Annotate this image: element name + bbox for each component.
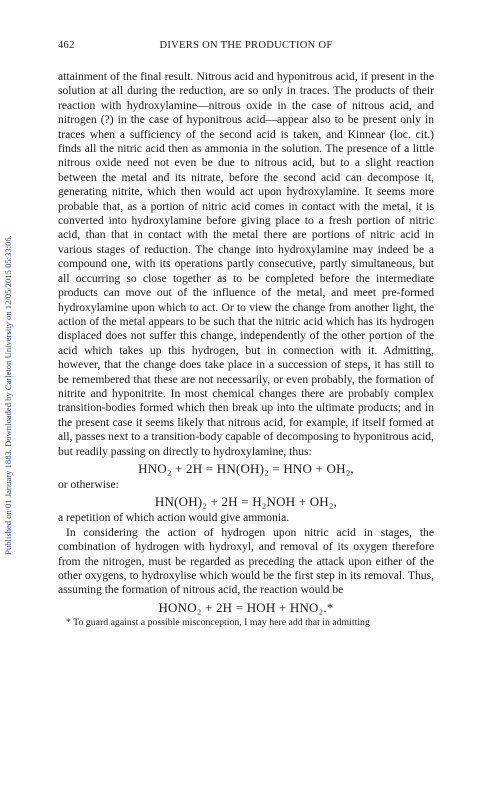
running-header [58,40,434,56]
equation-1: HNO₂ + 2H = HN(OH)₂ = HNO + OH₂, [138,460,354,476]
paragraph-2: In considering the action of hydrogen upon nitric acid in stages, the combination of hydrogen with hydroxyl, and removal of its oxygen therefore from the nitrogen, must be regarded as preceding the attack upon either of the other oxygens, to hydroxylise which would be the first step in its removal. Thus, assuming the formation of nitrous acid, the reaction would be [58,525,434,597]
download-stamp [1,95,15,695]
download-stamp-text: Published on 01 January 1883. Downloaded by Carleton University on 12/05/2015 05:33:06. [3,235,13,555]
equation-3: HONO₂ + 2H = HOH + HNO₂.* [158,599,334,615]
lead-in-3: a repetition of which action would give ammonia. [58,511,290,525]
paragraph-1: attainment of the final result. Nitrous acid and hyponitrous acid, if present in the solution at all during the reduction, are so only in traces. The products of their reaction with hydroxylamine—nitrous oxide in the case of nitrous acid, and nitrogen (?) in the case of hyponitrous acid—appear also to be present only in traces when a sufficiency of the second acid is taken, and Kinnear (loc. cit.) finds all the nitric acid then as ammonia in the solution. The presence of a little nitrous oxide need not even be due to nitrous acid, but to a slight reaction between the metal and its nitrate, before the second acid can decompose it, generating nitrite, which then would act upon hydroxylamine. It seems more probable that, as a portion of nitric acid comes in contact with the metal, it is converted into hydroxylamine before giving place to a fresh portion of nitric acid, than that in contact with the metal there are portions of nitric acid in various stages of reduction. The change into hydroxylamine may indeed be a compound one, with its operations partly consecutive, partly simultaneous, but all occurring so close together as to be completed before the intermediate products can move out of the influence of the metal, and meet pre-formed hydroxylamine upon which to act. Or to view the change from another light, the action of the metal appears to be such that the nitric acid which has its hydrogen displaced does not suffer this change, independently of the other portion of the acid which takes up this hydrogen, but in connection with it. Admitting, however, that the change does take place in a succession of steps, it has still to be remembered that these are not necessarily, or even probably, the formation of nitrite and hyponitrite. In most chemical changes there are probably complex transition-bodies formed which then break up into the ultimate products; and in the present case it seems likely that nitrous acid, for example, if itself formed at all, passes next to a transition-body capable of decomposing to hyponitrous acid, but readily passing on directly to hydroxylamine, thus: [58,70,434,458]
lead-in-2: or otherwise: [58,477,119,491]
footnote: * To guard against a possible misconception, I may here add that in admitting [66,616,370,628]
page-number: 462 [58,40,75,51]
equation-2: HN(OH)₂ + 2H = H₂NOH + OH₂, [154,494,338,510]
body-text [58,70,434,629]
running-title: DIVERS ON THE PRODUCTION OF [159,40,333,51]
